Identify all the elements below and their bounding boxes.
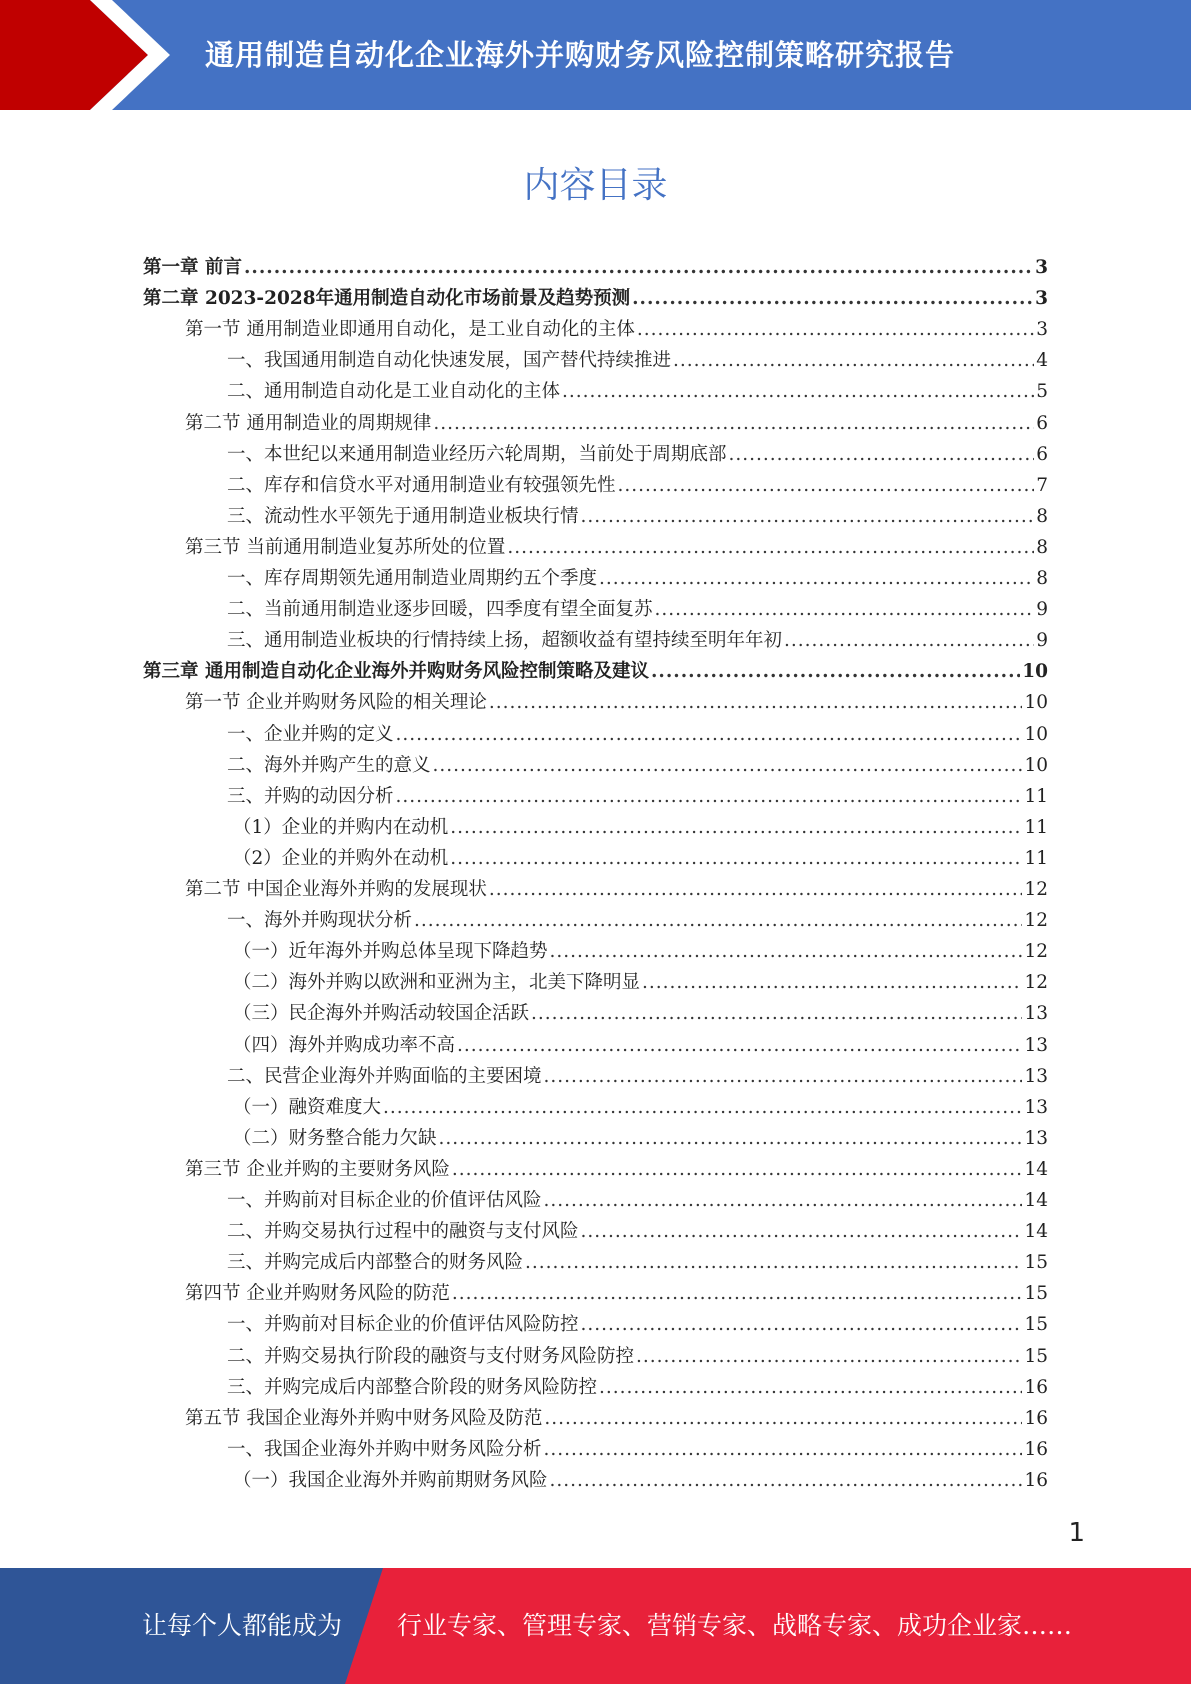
toc-entry-label: （三）民企海外并购活动较国企活跃 — [233, 1003, 530, 1024]
toc-chapter-entry[interactable] — [143, 283, 1048, 314]
toc-entry-label: （一）近年海外并购总体呈现下降趋势 — [233, 941, 548, 962]
toc-dot-leader — [562, 376, 1034, 407]
toc-dot-leader — [450, 843, 1022, 874]
toc-dot-leader — [383, 1092, 1022, 1123]
toc-entry-label: 二、通用制造自动化是工业自动化的主体 — [227, 381, 561, 402]
toc-dot-leader — [642, 967, 1022, 998]
toc-subsection-entry[interactable] — [227, 1247, 1048, 1278]
toc-subsection-entry[interactable] — [227, 905, 1048, 936]
toc-dot-leader — [396, 781, 1023, 812]
toc-dot-leader — [489, 687, 1023, 718]
toc-dot-leader — [632, 283, 1033, 314]
toc-chapter-entry[interactable] — [143, 252, 1048, 283]
toc-entry-page: 8 — [1036, 537, 1048, 558]
toc-subsection-entry[interactable] — [227, 594, 1048, 625]
toc-entry-page: 10 — [1024, 755, 1048, 776]
toc-subsection-entry[interactable] — [227, 1061, 1048, 1092]
toc-entry-page: 12 — [1024, 879, 1048, 900]
toc-dot-leader — [618, 470, 1035, 501]
toc-dot-leader — [450, 812, 1022, 843]
toc-dot-leader — [729, 439, 1035, 470]
toc-entry-label: 一、海外并购现状分析 — [227, 910, 413, 931]
report-header-banner — [0, 0, 1191, 110]
toc-entry-page: 13 — [1024, 1066, 1048, 1087]
toc-entry-label: 二、库存和信贷水平对通用制造业有较强领先性 — [227, 475, 616, 496]
toc-dot-leader — [439, 1123, 1023, 1154]
toc-subsection-entry[interactable] — [227, 439, 1048, 470]
toc-subsection-entry[interactable] — [227, 625, 1048, 656]
toc-dot-leader — [433, 750, 1023, 781]
toc-subsection-entry[interactable] — [227, 1341, 1048, 1372]
toc-entry-label: 第三节 企业并购的主要财务风险 — [185, 1159, 450, 1180]
toc-entry-page: 9 — [1036, 630, 1048, 651]
toc-entry-label: （二）财务整合能力欠缺 — [233, 1128, 437, 1149]
toc-subsection-entry[interactable] — [233, 967, 1048, 998]
toc-subsection-entry[interactable] — [227, 1185, 1048, 1216]
toc-subsection-entry[interactable] — [233, 843, 1048, 874]
toc-entry-label: 第一节 企业并购财务风险的相关理论 — [185, 692, 487, 713]
toc-entry-page: 12 — [1024, 941, 1048, 962]
toc-subsection-entry[interactable] — [233, 1092, 1048, 1123]
toc-entry-page: 12 — [1024, 972, 1048, 993]
toc-dot-leader — [599, 1372, 1022, 1403]
toc-subsection-entry[interactable] — [227, 345, 1048, 376]
toc-entry-page: 13 — [1024, 1097, 1048, 1118]
toc-section-entry[interactable] — [185, 1403, 1048, 1434]
toc-subsection-entry[interactable] — [227, 501, 1048, 532]
toc-entry-page: 8 — [1036, 568, 1048, 589]
toc-entry-page: 10 — [1022, 661, 1048, 682]
toc-entry-label: 二、并购交易执行过程中的融资与支付风险 — [227, 1221, 579, 1242]
toc-entry-page: 3 — [1035, 257, 1048, 278]
toc-dot-leader — [651, 656, 1020, 687]
toc-entry-label: 二、民营企业海外并购面临的主要困境 — [227, 1066, 542, 1087]
toc-section-entry[interactable] — [185, 1154, 1048, 1185]
toc-entry-page: 11 — [1024, 817, 1048, 838]
toc-subsection-entry[interactable] — [233, 998, 1048, 1029]
toc-subsection-entry[interactable] — [227, 1372, 1048, 1403]
toc-entry-page: 13 — [1024, 1003, 1048, 1024]
toc-entry-page: 9 — [1036, 599, 1048, 620]
footer-banner — [0, 1568, 1191, 1684]
toc-entry-page: 10 — [1024, 692, 1048, 713]
toc-entry-label: 一、我国企业海外并购中财务风险分析 — [227, 1439, 542, 1460]
toc-entry-page: 16 — [1024, 1408, 1048, 1429]
toc-entry-label: 一、库存周期领先通用制造业周期约五个季度 — [227, 568, 598, 589]
toc-entry-label: 第一章 前言 — [143, 257, 242, 278]
toc-entry-page: 3 — [1036, 319, 1048, 340]
toc-entry-label: 第二章 2023-2028年通用制造自动化市场前景及趋势预测 — [143, 288, 631, 309]
toc-dot-leader — [550, 936, 1023, 967]
toc-entry-label: 三、流动性水平领先于通用制造业板块行情 — [227, 506, 579, 527]
toc-entry-label: （一）我国企业海外并购前期财务风险 — [233, 1470, 548, 1491]
toc-dot-leader — [637, 314, 1034, 345]
toc-entry-label: 一、我国通用制造自动化快速发展，国产替代持续推进 — [227, 350, 672, 371]
toc-entry-label: 第三章 通用制造自动化企业海外并购财务风险控制策略及建议 — [143, 661, 649, 682]
toc-entry-page: 14 — [1024, 1221, 1048, 1242]
toc-entry-page: 6 — [1036, 444, 1048, 465]
toc-subsection-entry[interactable] — [227, 719, 1048, 750]
toc-entry-label: 三、并购完成后内部整合阶段的财务风险防控 — [227, 1377, 598, 1398]
toc-dot-leader — [544, 1434, 1023, 1465]
toc-entry-page: 13 — [1024, 1128, 1048, 1149]
toc-entry-page: 11 — [1024, 786, 1048, 807]
toc-entry-page: 15 — [1024, 1314, 1048, 1335]
toc-dot-leader — [452, 1278, 1023, 1309]
toc-heading: 内容目录 — [523, 165, 668, 206]
toc-subsection-entry[interactable] — [227, 1216, 1048, 1247]
toc-entry-label: 一、并购前对目标企业的价值评估风险防控 — [227, 1314, 579, 1335]
toc-dot-leader — [784, 625, 1034, 656]
toc-dot-leader — [414, 905, 1022, 936]
toc-entry-page: 4 — [1036, 350, 1048, 371]
toc-entry-page: 16 — [1024, 1439, 1048, 1460]
report-title: 通用制造自动化企业海外并购财务风险控制策略研究报告 — [205, 38, 956, 72]
toc-entry-label: （四）海外并购成功率不高 — [233, 1035, 456, 1056]
toc-entry-label: 一、企业并购的定义 — [227, 724, 394, 745]
toc-subsection-entry[interactable] — [227, 1309, 1048, 1340]
toc-entry-page: 16 — [1024, 1377, 1048, 1398]
footer-slogan-left: 让每个人都能成为 — [142, 1611, 343, 1640]
toc-dot-leader — [655, 594, 1035, 625]
toc-entry-page: 12 — [1024, 910, 1048, 931]
toc-entry-page: 16 — [1024, 1470, 1048, 1491]
toc-dot-leader — [550, 1465, 1023, 1496]
toc-subsection-entry[interactable] — [227, 376, 1048, 407]
toc-section-entry[interactable] — [185, 874, 1048, 905]
toc-subsection-entry[interactable] — [227, 750, 1048, 781]
toc-entry-label: 二、海外并购产生的意义 — [227, 755, 431, 776]
toc-entry-label: （1）企业的并购内在动机 — [233, 817, 449, 838]
toc-dot-leader — [599, 563, 1034, 594]
toc-entry-page: 11 — [1024, 848, 1048, 869]
toc-section-entry[interactable] — [185, 408, 1048, 439]
toc-section-entry[interactable] — [185, 1278, 1048, 1309]
toc-section-entry[interactable] — [185, 314, 1048, 345]
toc-dot-leader — [396, 719, 1023, 750]
toc-entry-label: 三、并购的动因分析 — [227, 786, 394, 807]
toc-entry-page: 15 — [1024, 1252, 1048, 1273]
toc-dot-leader — [489, 874, 1023, 905]
toc-dot-leader — [544, 1185, 1023, 1216]
toc-dot-leader — [581, 501, 1035, 532]
toc-entry-label: 一、本世纪以来通用制造业经历六轮周期，当前处于周期底部 — [227, 444, 727, 465]
toc-subsection-entry[interactable] — [227, 781, 1048, 812]
toc-entry-label: （一）融资难度大 — [233, 1097, 382, 1118]
toc-dot-leader — [244, 252, 1033, 283]
toc-dot-leader — [673, 345, 1034, 376]
toc-dot-leader — [544, 1061, 1023, 1092]
toc-dot-leader — [531, 998, 1022, 1029]
footer-slogan-right: 行业专家、管理专家、营销专家、战略专家、成功企业家…… — [397, 1611, 1073, 1640]
toc-dot-leader — [507, 532, 1034, 563]
toc-entry-page: 14 — [1024, 1190, 1048, 1211]
toc-entry-page: 13 — [1024, 1035, 1048, 1056]
toc-dot-leader — [525, 1247, 1022, 1278]
toc-entry-label: 第一节 通用制造业即通用自动化，是工业自动化的主体 — [185, 319, 635, 340]
toc-entry-page: 8 — [1036, 506, 1048, 527]
toc-entry-page: 14 — [1024, 1159, 1048, 1180]
toc-entry-page: 3 — [1035, 288, 1048, 309]
toc-entry-label: 第二节 通用制造业的周期规律 — [185, 413, 432, 434]
toc-subsection-entry[interactable] — [227, 470, 1048, 501]
toc-dot-leader — [581, 1216, 1023, 1247]
toc-entry-label: 三、通用制造业板块的行情持续上扬，超额收益有望持续至明年年初 — [227, 630, 783, 651]
toc-entry-page: 6 — [1036, 413, 1048, 434]
toc-entry-label: 第四节 企业并购财务风险的防范 — [185, 1283, 450, 1304]
toc-dot-leader — [636, 1341, 1022, 1372]
toc-dot-leader — [457, 1030, 1022, 1061]
toc-entry-label: 第五节 我国企业海外并购中财务风险及防范 — [185, 1408, 543, 1429]
toc-entry-label: 一、并购前对目标企业的价值评估风险 — [227, 1190, 542, 1211]
toc-entry-page: 5 — [1036, 381, 1048, 402]
toc-dot-leader — [452, 1154, 1023, 1185]
toc-dot-leader — [433, 408, 1034, 439]
toc-dot-leader — [581, 1309, 1023, 1340]
page-number: 1 — [1068, 1518, 1085, 1548]
toc-entry-page: 15 — [1024, 1283, 1048, 1304]
toc-entry-label: 第三节 当前通用制造业复苏所处的位置 — [185, 537, 506, 558]
toc-entry-page: 15 — [1024, 1346, 1048, 1367]
toc-subsection-entry[interactable] — [233, 1465, 1048, 1496]
toc-section-entry[interactable] — [185, 532, 1048, 563]
toc-entry-label: 三、并购完成后内部整合的财务风险 — [227, 1252, 524, 1273]
toc-chapter-entry[interactable] — [143, 656, 1048, 687]
toc-subsection-entry[interactable] — [233, 936, 1048, 967]
toc-entry-label: （二）海外并购以欧洲和亚洲为主，北美下降明显 — [233, 972, 641, 993]
toc-entry-label: （2）企业的并购外在动机 — [233, 848, 449, 869]
toc-subsection-entry[interactable] — [233, 1123, 1048, 1154]
toc-entry-page: 10 — [1024, 724, 1048, 745]
toc-dot-leader — [544, 1403, 1022, 1434]
toc-entry-label: 第二节 中国企业海外并购的发展现状 — [185, 879, 487, 900]
toc-entry-page: 7 — [1036, 475, 1048, 496]
toc-entry-label: 二、当前通用制造业逐步回暖，四季度有望全面复苏 — [227, 599, 653, 620]
toc-entry-label: 二、并购交易执行阶段的融资与支付财务风险防控 — [227, 1346, 635, 1367]
toc-subsection-entry[interactable] — [227, 563, 1048, 594]
toc-subsection-entry[interactable] — [227, 1434, 1048, 1465]
toc-section-entry[interactable] — [185, 687, 1048, 718]
toc-subsection-entry[interactable] — [233, 812, 1048, 843]
toc-subsection-entry[interactable] — [233, 1030, 1048, 1061]
